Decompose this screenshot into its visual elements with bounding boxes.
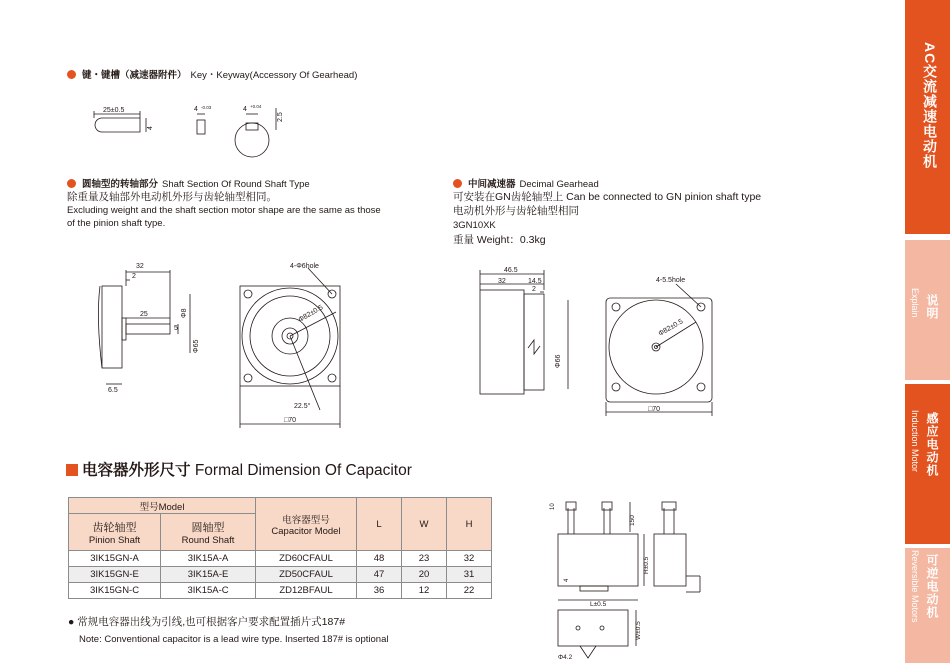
keyway-w-label: 4	[243, 106, 247, 113]
key-w-label: 4	[194, 106, 198, 113]
cell-pinion: 3IK15GN-E	[69, 567, 161, 583]
table-row	[69, 567, 492, 583]
shaft-len32: 32	[136, 263, 144, 270]
key-len-label: 25±0.5	[103, 107, 125, 114]
capacitor-table	[68, 497, 492, 599]
header-l: L	[357, 498, 402, 551]
sidebar-tab-sublabel: Explain	[910, 288, 920, 318]
decimal-side-drawing	[468, 264, 578, 404]
square-icon	[66, 464, 78, 476]
dec-len32: 32	[498, 278, 506, 285]
shaft-len25: 25	[140, 311, 148, 318]
cell-pinion: 3IK15GN-C	[69, 583, 161, 599]
round-shaft-desc-en-2: of the pinion shaft type.	[67, 218, 166, 229]
key-section-title: 键・键槽（减速器附件） Key・Keyway(Accessory Of Gearhead)	[67, 67, 357, 81]
cell-w: 12	[402, 583, 447, 599]
decimal-line2: 电动机外形与齿轮轴型相同	[453, 205, 579, 217]
cap-d4: 4	[564, 578, 570, 582]
bullet-icon	[67, 179, 76, 188]
decimal-gearhead-title: 中间减速器 Decimal Gearhead	[453, 176, 599, 190]
round-shaft-front-drawing	[228, 258, 358, 430]
header-capacitor: 电容器型号 Capacitor Model	[256, 498, 357, 551]
shaft-len5: 5	[174, 325, 178, 332]
cap-l: L±0.5	[590, 601, 607, 608]
cap-d10: 10	[550, 503, 556, 510]
sidebar-tab-explain[interactable]	[905, 240, 950, 380]
round-shaft-desc-en-1: Excluding weight and the shaft section motor shape are the same as those	[67, 205, 381, 216]
key-h-label: 4	[147, 126, 154, 130]
cell-cap: ZD60CFAUL	[256, 551, 357, 567]
sidebar-tab-label: AC交流减速电动机	[922, 42, 938, 170]
cell-h: 22	[447, 583, 492, 599]
front-hole: 4-Φ6hole	[290, 263, 319, 270]
dec-square: □70	[648, 406, 661, 413]
header-model: 型号Model	[69, 498, 256, 514]
cell-w: 23	[402, 551, 447, 567]
header-h: H	[447, 498, 492, 551]
sidebar-tab-label: 说明	[925, 294, 939, 320]
decimal-front-drawing	[596, 270, 726, 420]
front-angle: 22.5°	[294, 403, 311, 410]
header-w: W	[402, 498, 447, 551]
header-round: 圆轴型 Round Shaft	[161, 514, 256, 551]
header-pinion: 齿轮轴型 Pinion Shaft	[69, 514, 161, 551]
key-w-tol: -0.03	[201, 105, 212, 110]
cell-round: 3IK15A-A	[161, 551, 256, 567]
cell-cap: ZD50CFAUL	[256, 567, 357, 583]
cap-h: H±0.5	[643, 556, 650, 574]
capacitor-note-cn: ● 常规电容器出线为引线,也可根据客户要求配置插片式187#	[68, 616, 346, 628]
cell-l: 48	[357, 551, 402, 567]
cap-d150: 150	[629, 515, 636, 526]
round-shaft-title: 圆轴型的转轴部分 Shaft Section Of Round Shaft Type	[67, 176, 310, 190]
front-pcd: Φ82±0.5	[297, 304, 325, 324]
capacitor-note-en: Note: Conventional capacitor is a lead wire type. Inserted 187# is optional	[79, 634, 389, 645]
dec-hole: 4-5.5hole	[656, 277, 686, 284]
dec-len465: 46.5	[504, 267, 518, 274]
shaft-d65: Φ65	[193, 339, 200, 353]
sidebar-tab-ac-motor[interactable]	[905, 0, 950, 234]
cell-h: 32	[447, 551, 492, 567]
key-keyway-drawing	[80, 98, 300, 164]
sidebar-tab-induction-motor[interactable]	[905, 384, 950, 544]
cell-h: 31	[447, 567, 492, 583]
bullet-icon	[67, 70, 76, 79]
sidebar-tab-sublabel: Reversible Motors	[910, 550, 920, 623]
decimal-line4: 重量 Weight：0.3kg	[453, 234, 546, 246]
dec-d66: Φ66	[555, 354, 562, 368]
cell-cap: ZD12BFAUL	[256, 583, 357, 599]
keyway-tol: +0.04	[250, 104, 262, 109]
table-row	[69, 583, 492, 599]
keyway-d-label: 2.5	[277, 112, 284, 122]
bullet-icon	[453, 179, 462, 188]
capacitor-title: 电容器外形尺寸 Formal Dimension Of Capacitor	[66, 458, 412, 480]
cell-w: 20	[402, 567, 447, 583]
round-shaft-side-drawing	[90, 258, 200, 398]
decimal-line1: 可安装在GN齿轮轴型上 Can be connected to GN pinion shaft type	[453, 191, 762, 203]
shaft-len2: 2	[132, 273, 136, 280]
front-square: □70	[284, 417, 297, 424]
sidebar-tab-label: 感应电动机	[925, 412, 939, 477]
dec-pcd: Φ82±0.5	[657, 318, 685, 338]
cell-round: 3IK15A-E	[161, 567, 256, 583]
cell-l: 36	[357, 583, 402, 599]
sidebar-tab-label: 可逆电动机	[925, 554, 939, 619]
dec-len145: 14.5	[528, 278, 542, 285]
cell-round: 3IK15A-C	[161, 583, 256, 599]
sidebar-tab-reversible-motors[interactable]	[905, 548, 950, 663]
dec-len2: 2	[532, 286, 536, 293]
sidebar-tab-sublabel: Induction Motor	[910, 410, 920, 473]
cap-phi: Φ4.2	[558, 654, 573, 661]
cell-l: 47	[357, 567, 402, 583]
decimal-line3: 3GN10XK	[453, 220, 496, 231]
cell-pinion: 3IK15GN-A	[69, 551, 161, 567]
capacitor-drawing	[540, 494, 720, 662]
cap-w: W±0.5	[635, 621, 642, 640]
shaft-len65: 6.5	[108, 387, 118, 394]
table-row	[69, 551, 492, 567]
round-shaft-desc-cn: 除重量及轴部外电动机外形与齿轮轴型相同。	[67, 191, 277, 203]
shaft-d8: Φ8	[181, 308, 188, 318]
